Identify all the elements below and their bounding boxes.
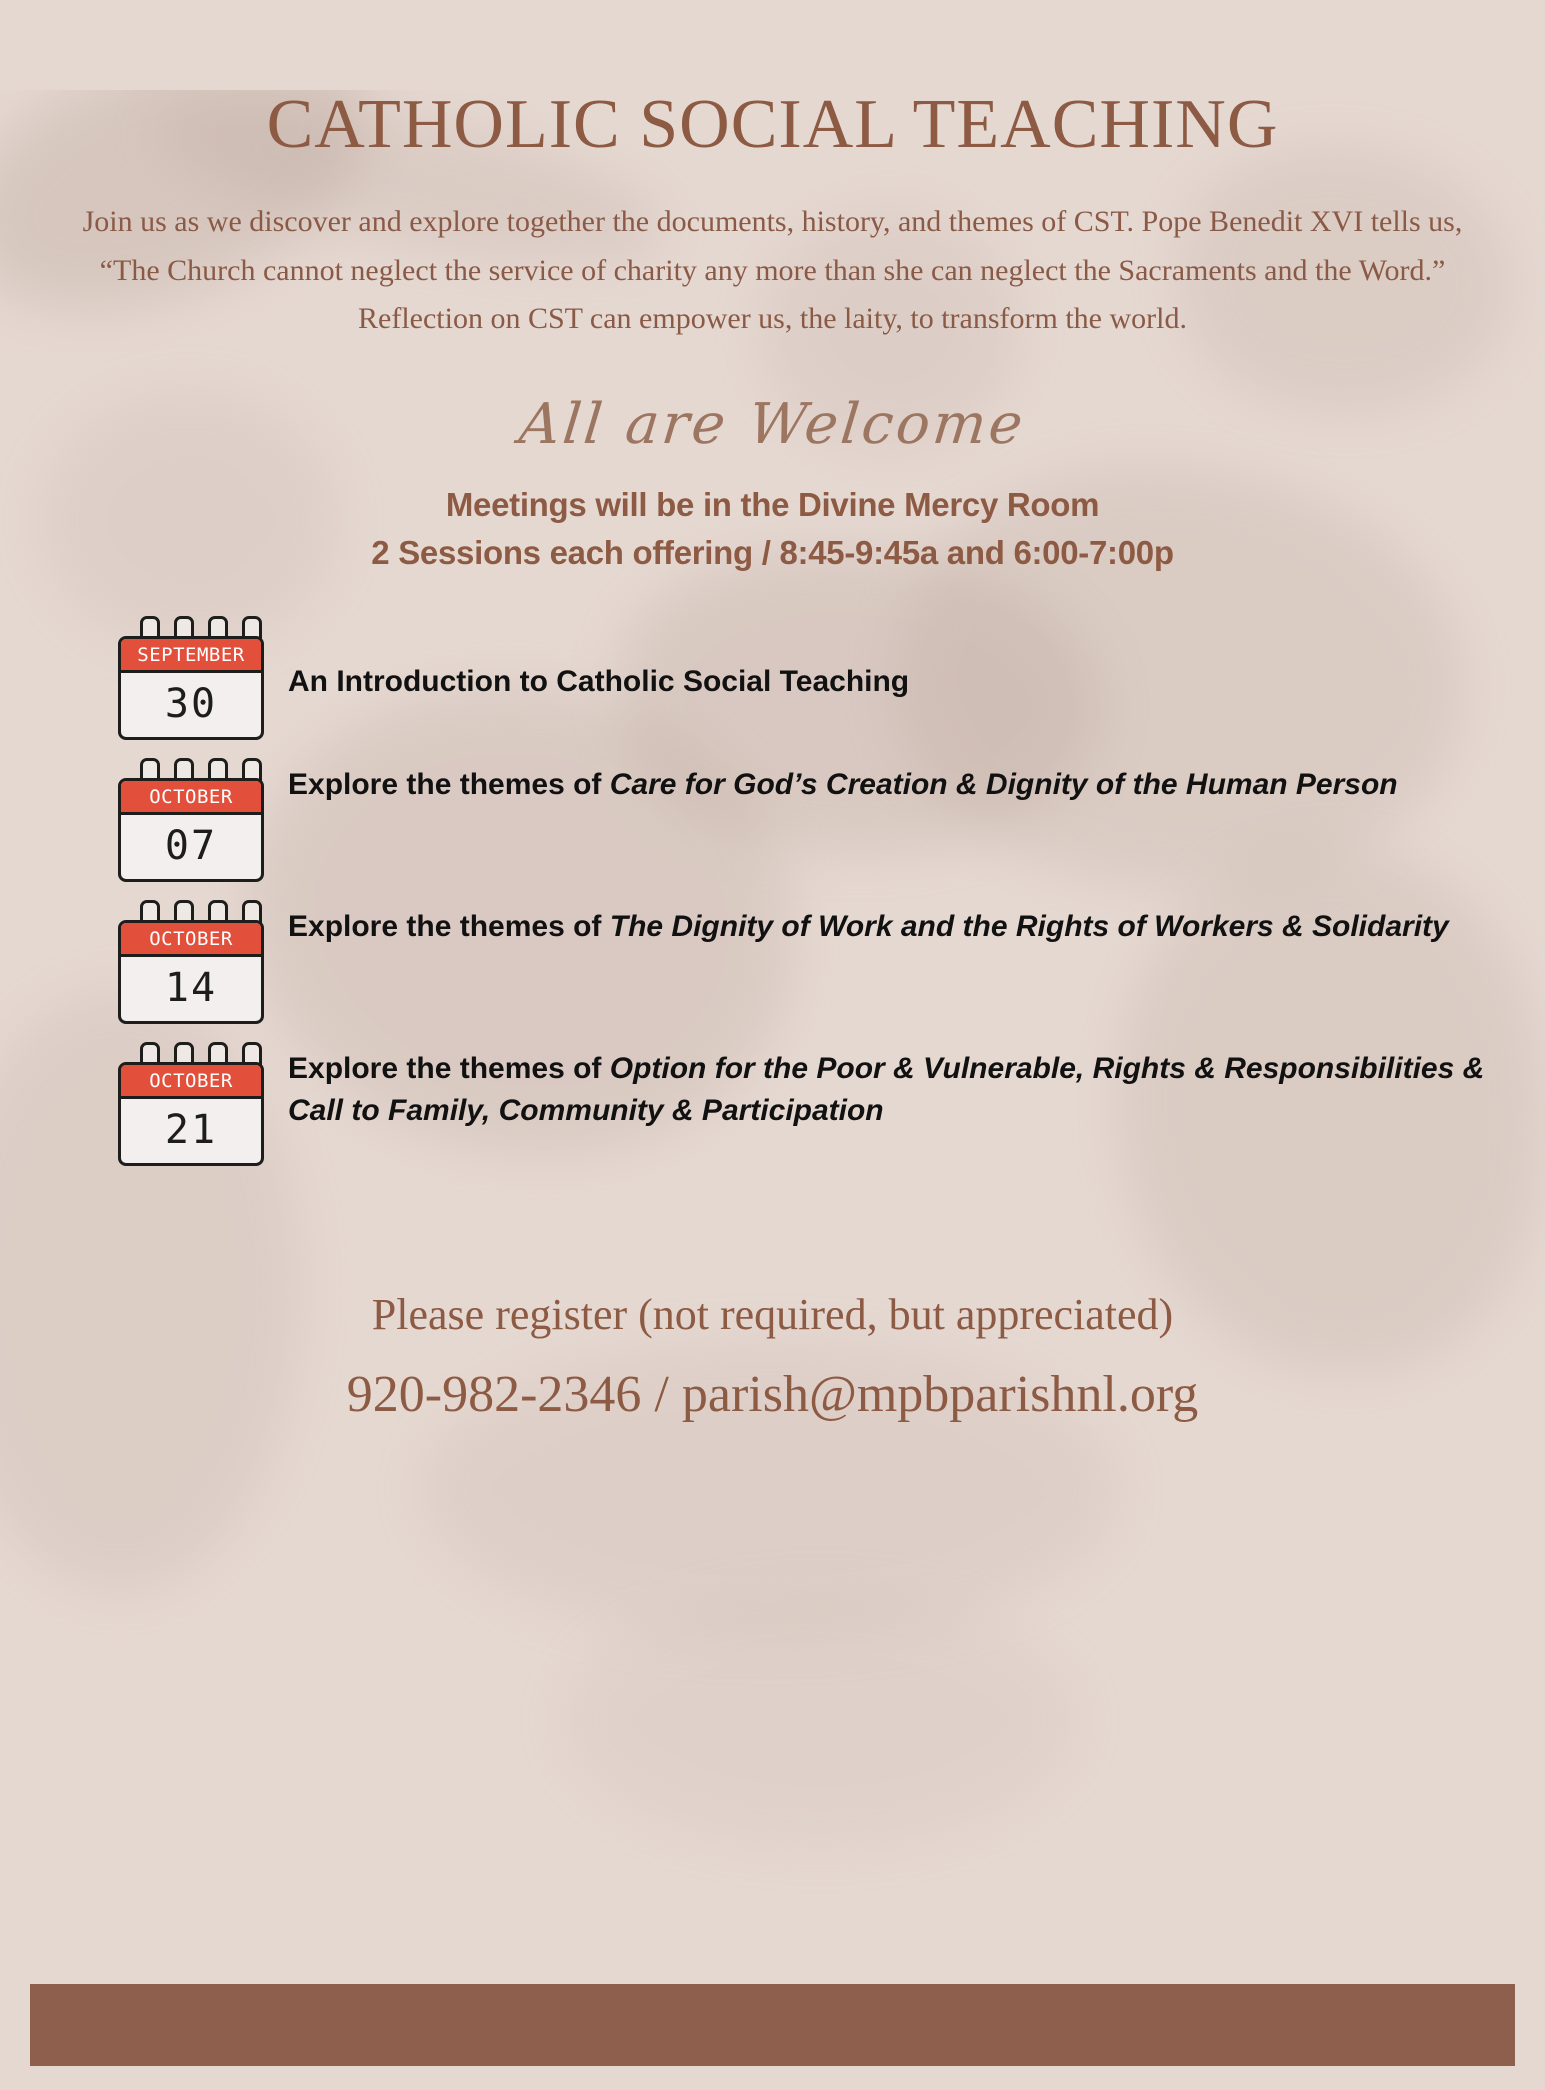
session-description xyxy=(278,758,1398,805)
all-are-welcome-script: All are Welcome xyxy=(516,391,1029,457)
schedule-list xyxy=(0,616,1545,1166)
session-text-italic: Option for the Poor & Vulnerable, Rights & Responsibilities & Call to Family, Community & Participation xyxy=(288,1052,1485,1127)
calendar-icon xyxy=(118,616,264,740)
session-description xyxy=(278,655,909,702)
session-text-lead: An Introduction to Catholic Social Teaching xyxy=(288,664,910,698)
session-text-italic: The Dignity of Work and the Rights of Workers & Solidarity xyxy=(609,910,1449,944)
calendar-day: 30 xyxy=(164,681,218,728)
calendar-icon xyxy=(118,758,264,882)
session-text-lead: Explore the themes of xyxy=(288,910,610,944)
calendar-month: SEPTEMBER xyxy=(121,639,261,673)
footer-bar xyxy=(30,1984,1515,2066)
register-note: Please register (not required, but appreciated) xyxy=(371,1290,1174,1340)
session-text-lead: Explore the themes of xyxy=(288,768,610,802)
list-item xyxy=(118,1042,1485,1166)
calendar-day: 07 xyxy=(164,823,218,870)
session-description xyxy=(278,1042,1485,1131)
calendar-rings xyxy=(132,758,250,778)
contact-info: 920-982-2346 / parish@mpbparishnl.org xyxy=(346,1365,1199,1423)
session-description xyxy=(278,900,1449,947)
calendar-rings xyxy=(132,1042,250,1062)
calendar-day: 21 xyxy=(164,1107,218,1154)
calendar-month: OCTOBER xyxy=(121,1065,261,1099)
calendar-icon xyxy=(118,1042,264,1166)
calendar-icon xyxy=(118,900,264,1024)
meeting-location: Meetings will be in the Divine Mercy Room xyxy=(445,485,1100,523)
calendar-day: 14 xyxy=(164,965,218,1012)
calendar-rings xyxy=(132,900,250,920)
list-item xyxy=(118,616,1485,740)
session-text-italic: Care for God’s Creation & Dignity of the Human Person xyxy=(609,768,1398,802)
flyer-content xyxy=(0,86,1545,1426)
calendar-rings xyxy=(132,616,250,636)
list-item xyxy=(118,900,1485,1024)
meeting-sessions: 2 Sessions each offering / 8:45-9:45a and 6:00-7:00p xyxy=(371,533,1174,571)
meeting-details xyxy=(0,481,1545,577)
page-title: CATHOLIC SOCIAL TEACHING xyxy=(266,86,1279,163)
calendar-month: OCTOBER xyxy=(121,923,261,957)
list-item xyxy=(118,758,1485,882)
calendar-month: OCTOBER xyxy=(121,781,261,815)
intro-paragraph: Join us as we discover and explore together the documents, history, and themes of CST. Pope Benedit XVI tells us, “The Church cannot neglect the service of charity any more than she can neglect the Sacraments and the Word.” Reflection on CST can empower us, the laity, to transform the world. xyxy=(82,205,1463,336)
session-text-lead: Explore the themes of xyxy=(288,1052,610,1086)
